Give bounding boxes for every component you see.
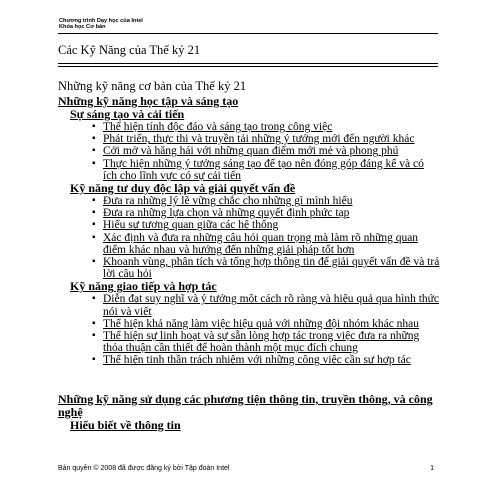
header-program-name: Chương trình Dạy học của Intel — [59, 18, 143, 24]
list-item: ▪ Thể hiện khả năng làm việc hiệu quả với những đội nhóm khác nhau — [92, 317, 420, 330]
subheading-creativity: Sự sáng tạo và cải tiến — [70, 107, 185, 121]
bullet-icon: ▪ — [92, 256, 96, 268]
list-item: ▪ Thể hiện sự linh hoạt và sự sẵn lòng hợp tác trong việc đưa ra những thỏa thuận cần thiết để hoàn thành một mục đích chung — [92, 330, 420, 355]
spacer — [58, 367, 440, 393]
list-item: ▪ Đưa ra những lựa chọn và những quyết định phức tạp — [92, 207, 350, 220]
subheading-critical-thinking: Kỹ năng tư duy độc lập và giải quyết vấn đề — [70, 181, 296, 196]
bullet-icon: ▪ — [92, 231, 96, 243]
section-content — [58, 95, 440, 432]
bullet-icon: ▪ — [92, 207, 96, 219]
critical-thinking-list — [58, 195, 440, 280]
list-item: ▪ Thực hiện những ý tưởng sáng tạo để tạo nên đóng góp đáng kể và có ích cho lĩnh vực có sự cải tiến — [92, 157, 424, 182]
group-heading-learning: Những kỹ năng học tập và sáng tạo — [58, 94, 239, 108]
list-item: ▪ Thể hiện tinh thần trách nhiệm với những công việc cần sự hợp tác — [92, 354, 411, 367]
list-item: ▪ Khoanh vùng, phân tích và tổng hợp thông tin để giải quyết vấn đề và trả lời câu hỏi — [92, 256, 440, 281]
list-item: ▪ Hiểu sự tương quan giữa các hệ thống — [92, 219, 279, 232]
subheading-communication: Kỹ năng giao tiếp và hợp tác — [70, 279, 217, 294]
list-item: ▪ Diễn đạt suy nghĩ và ý tưởng một cách rõ ràng và hiệu quả qua hình thức nói và viết — [92, 293, 439, 318]
subheading-information-literacy: Hiểu biết về thông tin — [70, 417, 181, 432]
page-footer — [58, 465, 438, 472]
title-divider-bottom — [58, 66, 438, 67]
bullet-icon: ▪ — [92, 317, 96, 329]
document-title: Các Kỹ Năng của Thế kỷ 21 — [58, 43, 201, 57]
header-divider — [58, 33, 438, 34]
page-number: 1 — [430, 465, 434, 472]
bullet-icon: ▪ — [92, 195, 96, 207]
bullet-icon: ▪ — [92, 121, 96, 132]
bullet-icon: ▪ — [92, 354, 96, 366]
bullet-icon: ▪ — [92, 219, 96, 231]
title-divider-top — [58, 63, 438, 64]
bullet-icon: ▪ — [92, 293, 96, 305]
communication-list — [58, 293, 440, 366]
group-heading-media: Những kỹ năng sử dụng các phương tiện thông tin, truyền thông, và công nghệ — [58, 391, 433, 419]
bullet-icon: ▪ — [92, 157, 96, 169]
bullet-icon: ▪ — [92, 145, 96, 157]
bullet-icon: ▪ — [92, 133, 96, 145]
section-title: Những kỹ năng cơ bản của Thế kỷ 21 — [58, 79, 247, 93]
bullet-icon: ▪ — [92, 330, 96, 342]
copyright-text: Bản quyền © 2008 đã được đăng ký bởi Tập đoàn Intel — [58, 465, 230, 472]
list-item: ▪ Đưa ra những lý lẽ vững chắc cho những gì mình hiểu — [92, 195, 353, 208]
running-header — [59, 18, 143, 30]
list-item: ▪ Xác định và đưa ra những câu hỏi quan trọng mà làm rõ những quan điểm khác nhau và hướng đến những giải pháp tốt hơn — [92, 231, 419, 256]
list-item: ▪ Phát triển, thực thi và truyền tải những ý tưởng mới đến người khác — [92, 133, 415, 146]
header-course-name: Khóa học Cơ bản — [59, 24, 106, 30]
list-item: ▪ Thể hiện tính độc đáo và sáng tạo trong công việc — [92, 121, 333, 133]
creativity-list — [58, 121, 440, 182]
list-item: ▪ Cởi mở và hăng hái với những quan điểm mới mẻ và phong phú — [92, 145, 399, 158]
